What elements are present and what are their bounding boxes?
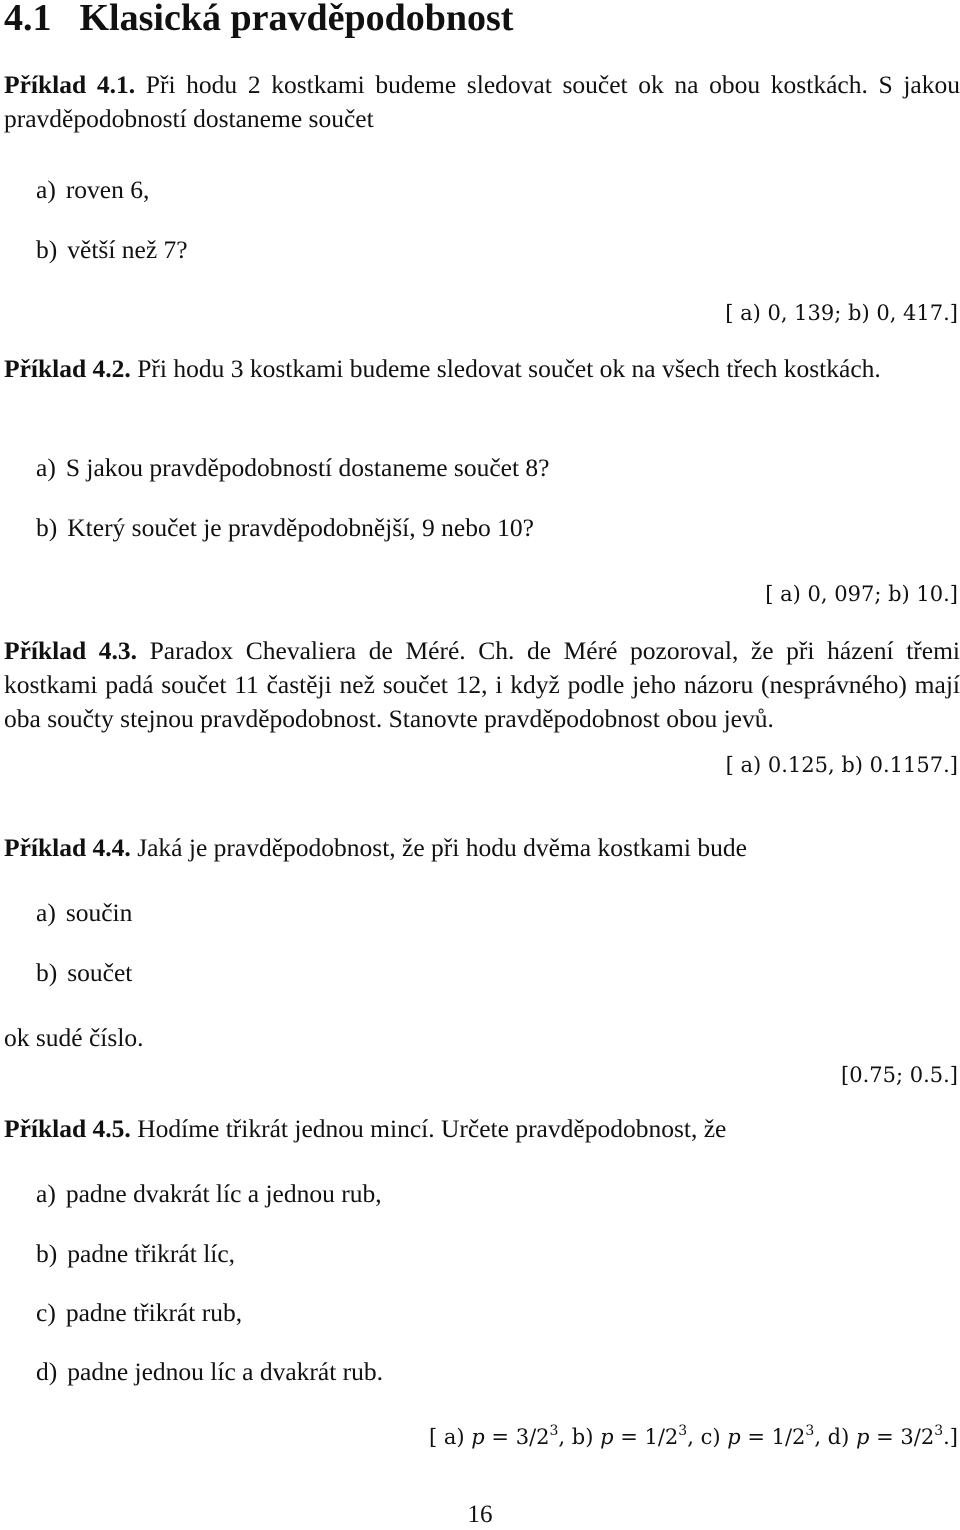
item-text: S jakou pravděpodobností dostaneme součet 8? — [65, 453, 550, 482]
example-4-1-item-a — [36, 173, 149, 207]
item-label: b) — [36, 958, 58, 987]
section-number: 4.1 — [4, 0, 52, 39]
example-4-4-tail: ok sudé číslo. — [4, 1023, 144, 1052]
item-label: b) — [36, 1239, 58, 1268]
var-p: p — [856, 1425, 870, 1449]
example-4-5-item-c — [36, 1296, 242, 1330]
item-text: součin — [65, 898, 133, 927]
example-4-2-statement — [4, 352, 960, 386]
var-p: p — [471, 1425, 485, 1449]
eq-sign: = — [484, 1425, 516, 1449]
example-4-2-text: Při hodu 3 kostkami budeme sledovat součet ok na všech třech kostkách. — [137, 354, 881, 383]
example-4-4-item-a — [36, 896, 132, 930]
item-label: b) — [36, 235, 58, 264]
item-label: b) — [36, 513, 58, 542]
item-label: c) — [36, 1298, 56, 1327]
example-4-5-item-a — [36, 1177, 382, 1211]
example-4-1-item-b — [36, 233, 188, 267]
example-4-3-statement — [4, 634, 960, 736]
exponent: 3 — [805, 1423, 815, 1439]
item-label: a) — [36, 898, 56, 927]
example-4-5-statement — [4, 1112, 960, 1146]
page-number: 16 — [467, 1501, 493, 1528]
eq-sign: = — [613, 1425, 645, 1449]
item-text: padne třikrát rub, — [65, 1298, 243, 1327]
item-text: Který součet je pravděpodobnější, 9 nebo 10? — [67, 513, 534, 542]
value-c: 1/2 — [771, 1425, 806, 1449]
example-4-3-answer: [ a) 0.125, b) 0.1157.] — [725, 753, 958, 777]
eq-sign: = — [740, 1425, 772, 1449]
example-4-4-label: Příklad 4.4. — [4, 833, 131, 862]
example-4-5-text: Hodíme třikrát jednou mincí. Určete pravděpodobnost, že — [137, 1114, 727, 1143]
example-4-2-item-b — [36, 511, 534, 545]
example-4-5-item-b — [36, 1237, 235, 1271]
section-title — [4, 0, 513, 40]
example-4-3-text: Paradox Chevaliera de Méré. Ch. de Méré pozoroval, že při házení třemi kostkami padá součet 11 častěji než součet 12, i když podle jeho názoru (nesprávného) mají oba součty stejnou pravděpodobnost. Stanovte pravděpodobnost obou jevů. — [4, 636, 960, 733]
item-text: padne jednou líc a dvakrát rub. — [67, 1357, 384, 1386]
sep-d: , d) — [814, 1425, 856, 1449]
example-4-1-label: Příklad 4.1. — [4, 70, 136, 99]
example-4-1-answer: [ a) 0, 139; b) 0, 417.] — [725, 301, 958, 325]
exponent: 3 — [934, 1423, 944, 1439]
exponent: 3 — [549, 1423, 559, 1439]
value-b: 1/2 — [644, 1425, 679, 1449]
value-a: 3/2 — [515, 1425, 550, 1449]
example-4-2-answer: [ a) 0, 097; b) 10.] — [765, 582, 958, 606]
item-text: padne dvakrát líc a jednou rub, — [65, 1179, 382, 1208]
item-label: d) — [36, 1357, 58, 1386]
item-text: součet — [67, 958, 133, 987]
example-4-2-label: Příklad 4.2. — [4, 354, 131, 383]
example-4-4-statement — [4, 831, 960, 865]
item-text: větší než 7? — [67, 235, 188, 264]
answer-close: .] — [943, 1425, 958, 1449]
example-4-3-label: Příklad 4.3. — [4, 636, 138, 665]
eq-sign: = — [869, 1425, 901, 1449]
var-p: p — [600, 1425, 614, 1449]
var-p: p — [727, 1425, 741, 1449]
example-4-1-text: Při hodu 2 kostkami budeme sledovat součet ok na obou kostkách. S jakou pravděpodobností dostaneme součet — [4, 70, 960, 133]
example-4-1-statement — [4, 68, 960, 136]
item-label: a) — [36, 453, 56, 482]
section-title-text: Klasická pravděpodobnost — [79, 0, 514, 39]
item-text: padne třikrát líc, — [67, 1239, 236, 1268]
answer-open: [ a) — [429, 1425, 472, 1449]
example-4-2-item-a — [36, 451, 550, 485]
example-4-4-item-b — [36, 956, 132, 990]
item-label: a) — [36, 175, 56, 204]
example-4-5-item-d — [36, 1355, 383, 1389]
exponent: 3 — [678, 1423, 688, 1439]
example-4-4-text: Jaká je pravděpodobnost, že při hodu dvěma kostkami bude — [137, 833, 747, 862]
sep-b: , b) — [558, 1425, 601, 1449]
item-label: a) — [36, 1179, 56, 1208]
value-d: 3/2 — [900, 1425, 935, 1449]
sep-c: , c) — [687, 1425, 728, 1449]
example-4-4-answer: [0.75; 0.5.] — [841, 1063, 958, 1087]
example-4-5-answer — [429, 1422, 958, 1452]
item-text: roven 6, — [65, 175, 150, 204]
example-4-5-label: Příklad 4.5. — [4, 1114, 131, 1143]
